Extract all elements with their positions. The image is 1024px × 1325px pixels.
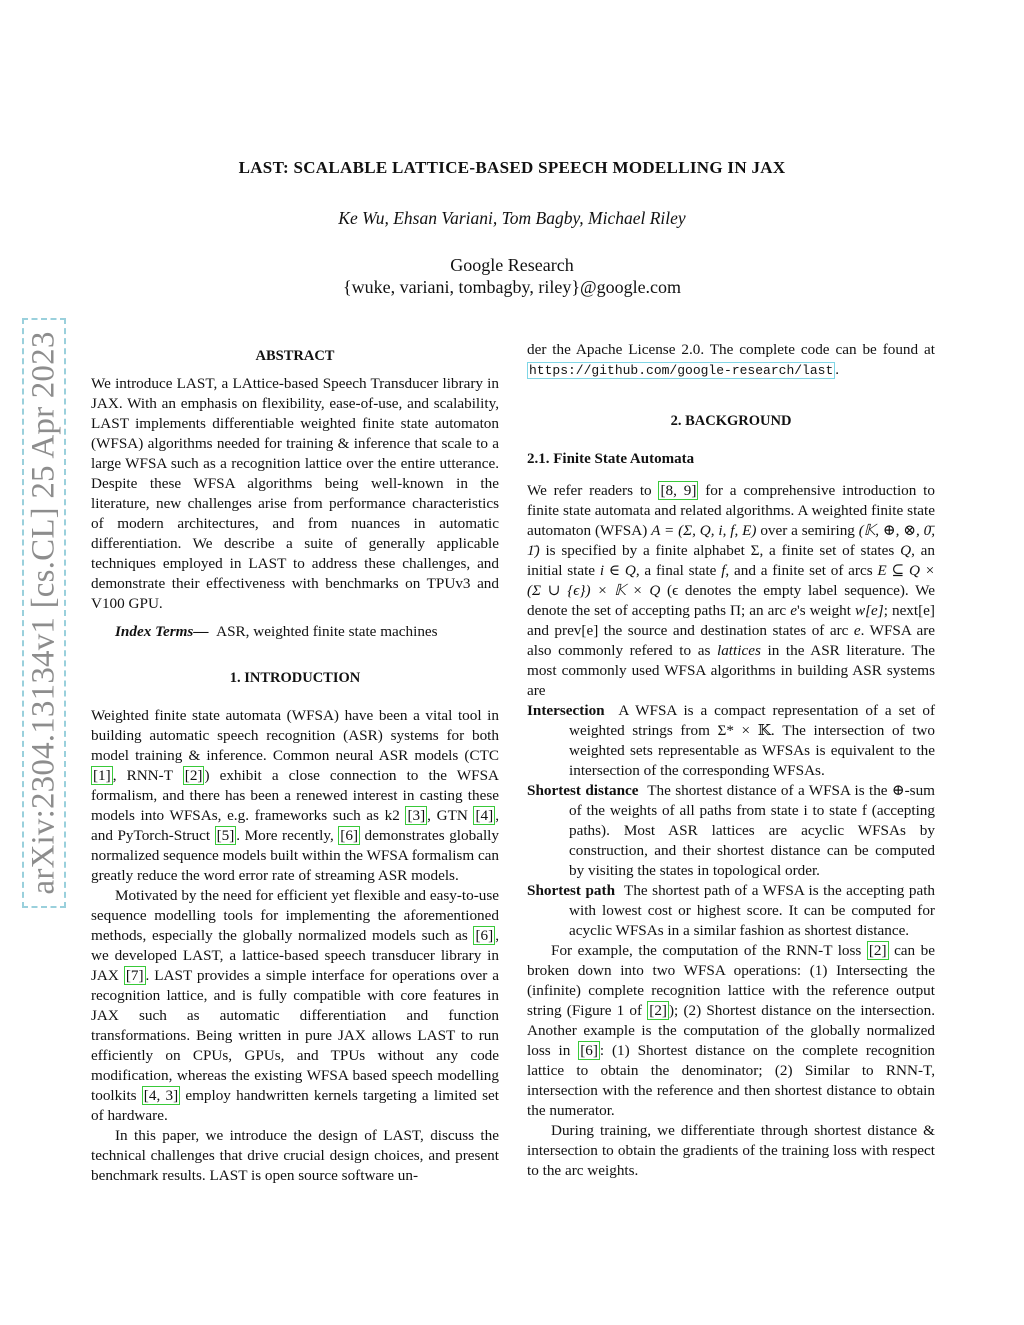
background-paragraph <box>527 481 935 701</box>
intro-paragraph-3: In this paper, we introduce the design of LAST, discuss the technical challenges that drive crucial design choices, and present benchmark results. LAST is open source software un- <box>91 1127 499 1184</box>
citation-link[interactable]: [6] <box>475 927 494 944</box>
text-run: is specified by a finite alphabet Σ, a finite set of states <box>539 542 901 559</box>
text-run: We refer readers to <box>527 482 659 499</box>
definition-term: Shortest path <box>527 882 616 899</box>
intro-paragraph-2 <box>91 886 499 1126</box>
text-run: For example, the computation of the RNN-T loss <box>551 942 867 959</box>
text-run: , we developed LAST, a lattice-based speech transducer library in JAX <box>91 927 499 984</box>
text-run: (ϵ denotes the empty label sequence). We denote the set of accepting paths Π; an arc <box>527 582 935 619</box>
citation-link[interactable]: [3] <box>407 807 426 824</box>
paper-title: LAST: SCALABLE LATTICE-BASED SPEECH MODELLING IN JAX <box>238 158 786 177</box>
definition-shortest-distance <box>527 781 935 881</box>
abstract-heading: ABSTRACT <box>255 348 335 364</box>
text-run: Motivated by the need for efficient yet flexible and easy-to-use sequence modelling tools for implementing the aforementioned methods, especially the globally normalized models such as <box>91 887 499 944</box>
definition-shortest-path <box>527 881 935 941</box>
math-expression: E ⊆ Q × (Σ ∪ {ϵ}) × 𝕂 × Q <box>527 562 935 599</box>
training-paragraph: During training, we differentiate through shortest distance & intersection to obtain the gradients of the training loss with respect to the arc weights. <box>527 1122 935 1179</box>
text-run: . More recently, <box>236 827 339 844</box>
index-terms-label: Index Terms— <box>115 623 209 640</box>
definition-text: A WFSA is a compact representation of a set of weighted strings from Σ* × 𝕂. The intersection of two weighted sets representable as WFSAs is equivalent to the intersection of the corresponding WFSAs. <box>569 702 936 779</box>
text-run: demonstrates globally normalized sequence models built within the WFSA formalism can greatly reduce the word error rate of streaming ASR models. <box>91 827 500 884</box>
text-run: employ handwritten kernels targeting a limited set of hardware. <box>91 1087 499 1124</box>
subsection-heading: 2.1. Finite State Automata <box>527 451 695 467</box>
affiliation: Google Research <box>450 255 574 275</box>
text-run: over a semiring <box>756 522 859 539</box>
definition-term: Shortest distance <box>527 782 639 799</box>
text-run: , RNN-T <box>112 767 183 784</box>
text-run: Weighted finite state automata (WFSA) have been a vital tool in building automatic speech recognition (ASR) systems for both model training & inference. Common neural ASR models (CTC <box>91 707 499 764</box>
text-run: der the Apache License 2.0. The complete code can be found at <box>527 341 935 358</box>
text-run: can be broken down into two WFSA operations: (1) Intersecting the (infinite) complete recognition lattice with the reference output string (Figure 1 of <box>527 942 935 1019</box>
text-run: , an initial state <box>527 542 935 579</box>
text-run: ; next[e] and prev[e] the source and destination states of arc <box>527 602 935 639</box>
right-column <box>527 341 936 1181</box>
text-run: for a comprehensive introduction to finite state automata and related algorithms. A weighted finite state automaton (WFSA) <box>527 482 935 539</box>
math-expression: i ∈ Q <box>599 562 636 579</box>
text-run: ); (2) Shortest distance on the intersection. Another example is the computation of the globally normalized loss in <box>527 1002 935 1059</box>
citation-link[interactable]: [2] <box>184 767 203 784</box>
citation-link[interactable]: [2] <box>868 942 887 959</box>
arxiv-stamp-text: arXiv:2304.13134v1 [cs.CL] 25 Apr 2023 <box>25 331 62 895</box>
math-expression: Q <box>900 542 912 559</box>
math-expression: (𝕂, ⊕, ⊗, 0̄, 1̄) <box>527 522 936 559</box>
arxiv-stamp[interactable] <box>22 318 66 908</box>
citation-link[interactable]: [7] <box>125 967 144 984</box>
citation-link[interactable]: [6] <box>580 1042 598 1059</box>
license-paragraph <box>527 340 935 381</box>
definition-text: The shortest path of a WFSA is the accepting path with lowest cost or highest score. It can be computed for acyclic WFSAs in a similar fashion as shortest distance. <box>569 882 936 939</box>
text-run: , and a finite set of arcs <box>725 562 878 579</box>
math-expression: w[e] <box>855 602 884 619</box>
background-heading: 2. BACKGROUND <box>670 413 792 429</box>
citation-link[interactable]: [6] <box>340 827 359 844</box>
intro-heading: 1. INTRODUCTION <box>229 670 361 686</box>
definition-text: The shortest distance of a WFSA is the ⊕-sum of the weights of all paths from state i to state f (accepting paths). Most ASR lattices are acyclic WFSAs by construction, and their shortest distance can be computed by visiting the states in topological order. <box>569 782 935 879</box>
example-paragraph <box>527 941 935 1121</box>
intro-paragraph-1 <box>91 706 499 886</box>
text-run: , and PyTorch-Struct <box>91 807 499 844</box>
citation-link[interactable]: [5] <box>216 827 235 844</box>
text-run: ) exhibit a close connection to the WFSA formalism, and there has been a renewed interest in casting these models into WFSAs, e.g. frameworks such as k2 <box>91 767 499 824</box>
math-expression: e <box>853 622 861 639</box>
text-run: in the ASR literature. The most commonly used WFSA algorithms in building ASR systems are <box>527 642 935 699</box>
text-run: 's weight <box>796 602 856 619</box>
citation-link[interactable]: [8, 9] <box>660 482 697 499</box>
citation-link[interactable]: [4] <box>475 807 494 824</box>
repo-url-link[interactable]: https://github.com/google-research/last <box>529 363 834 378</box>
author-emails: {wuke, variani, tombagby, riley}@google.com <box>342 277 682 297</box>
citation-link[interactable]: [1] <box>93 767 111 784</box>
definition-term: Intersection <box>527 702 605 719</box>
text-run: lattices <box>716 642 761 659</box>
text-run: . WFSA are also commonly refered to as <box>527 622 936 659</box>
text-run: , GTN <box>427 807 474 824</box>
math-expression: A = (Σ, Q, i, f, E) <box>651 522 757 539</box>
math-expression: e <box>790 602 797 619</box>
abstract-text: We introduce LAST, a LAttice-based Speech Transducer library in JAX. With an emphasis on flexibility, ease-of-use, and scalability, LAST implements differentiable weighted finite state automaton (WFSA) algorithms needed for training & inference that scale to a large WFSA such as a recognition lattice over the entire utterance. Despite these WFSA algorithms being well-known in the literature, new challenges arise from performance characteristics of modern architectures, and from nuances in automatic differentiation. We describe a suite of generally applicable techniques employed in LAST to address these challenges, and demonstrate their effectiveness with benchmarks on TPUv3 and V100 GPU. <box>91 375 499 612</box>
left-column <box>91 346 499 1186</box>
text-run: . LAST provides a simple interface for operations over a recognition lattice, and is fully compatible with core features in JAX such as automatic differentiation and function transformations. Being written in pure JAX allows LAST to run efficiently on CPUs, GPUs, and TPUs without any code modification, whereas the existing WFSA based speech modelling toolkits <box>91 967 499 1104</box>
citation-link[interactable]: [4, 3] <box>143 1087 179 1104</box>
citation-link[interactable]: [2] <box>649 1002 667 1019</box>
text-run: . <box>835 361 840 378</box>
text-run: : (1) Shortest distance on the complete recognition lattice to obtain the denominator; (2) Similar to RNN-T, intersection with the reference and then shortest distance to obtain the numerator. <box>527 1042 936 1119</box>
index-terms-text: ASR, weighted finite state machines <box>216 623 438 640</box>
math-expression: f <box>721 562 726 579</box>
text-run: , a final state <box>635 562 722 579</box>
index-terms <box>91 622 499 642</box>
definition-intersection <box>527 701 935 781</box>
author-list: Ke Wu, Ehsan Variani, Tom Bagby, Michael Riley <box>338 208 686 228</box>
